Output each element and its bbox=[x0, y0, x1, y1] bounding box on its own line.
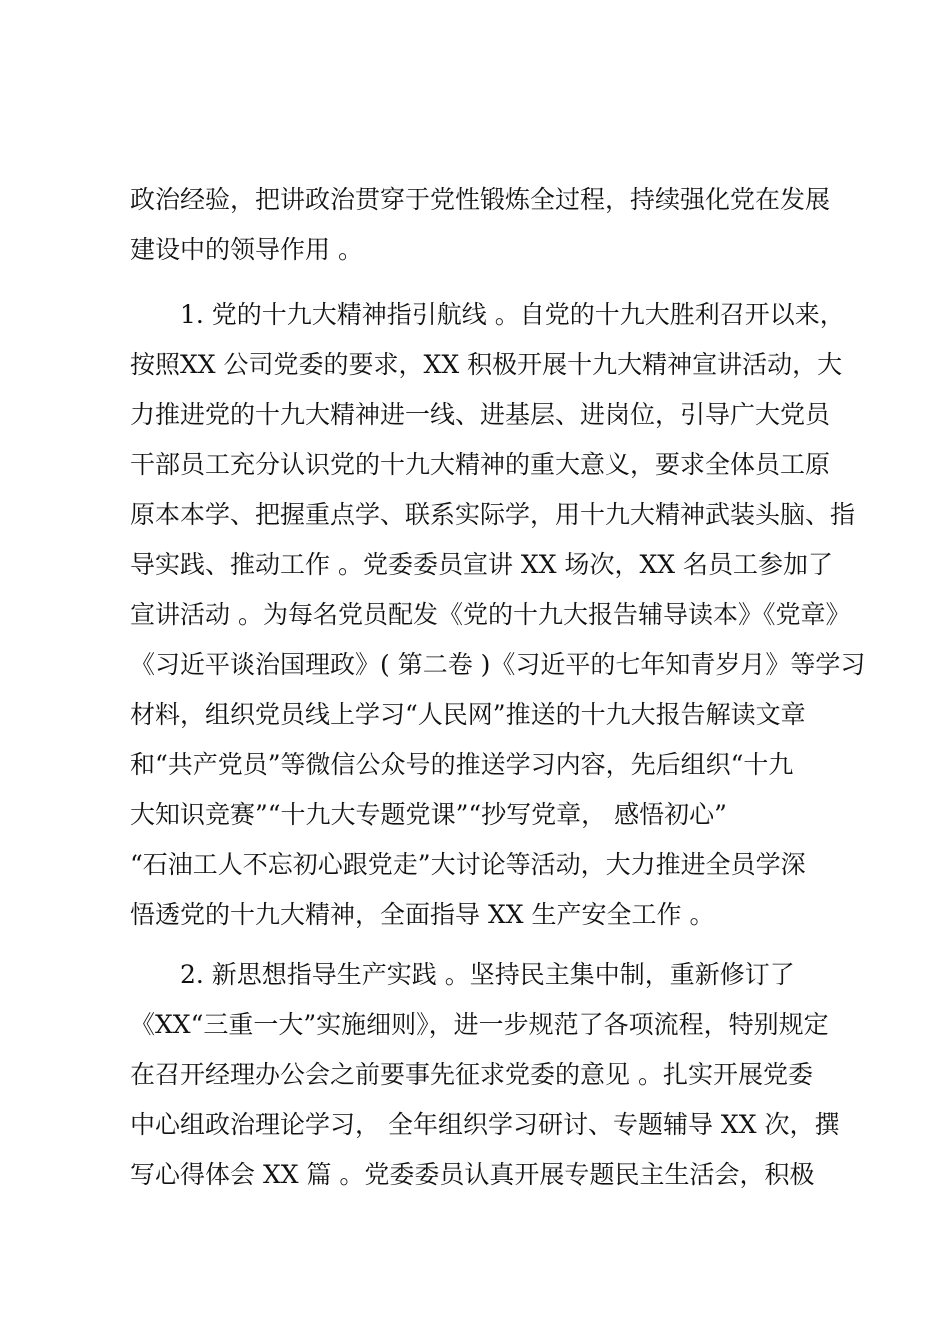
paragraph-line: 导实践、推动工作 。党委委员宣讲 XX 场次，XX 名员工参加了 bbox=[130, 550, 833, 579]
paragraph-line: 建设中的领导作用 。 bbox=[130, 235, 363, 264]
paragraph-line: 政治经验，把讲政治贯穿于党性锻炼全过程，持续强化党在发展 bbox=[130, 185, 831, 214]
section-2-heading-line: 2. 新思想指导生产实践 。坚持民主集中制，重新修订了 bbox=[180, 960, 795, 989]
paragraph-line: 悟透党的十九大精神，全面指导 XX 生产安全工作 。 bbox=[130, 900, 715, 929]
paragraph-line: 《XX“三重一大”实施细则》，进一步规范了各项流程，特别规定 bbox=[130, 1010, 829, 1039]
paragraph-line: 原本本学、把握重点学、联系实际学，用十九大精神武装头脑、指 bbox=[130, 500, 856, 529]
paragraph-line: 和“共产党员”等微信公众号的推送学习内容，先后组织“十九 bbox=[130, 750, 794, 779]
paragraph-line: 力推进党的十九大精神进一线、进基层、进岗位，引导广大党员 bbox=[130, 400, 831, 429]
paragraph-line: 大知识竞赛”“十九大专题党课”“抄写党章， 感悟初心” bbox=[130, 800, 727, 829]
paragraph-line: 《习近平谈治国理政》( 第二卷 )《习近平的七年知青岁月》等学习 bbox=[130, 650, 866, 679]
paragraph-line: 按照XX 公司党委的要求，XX 积极开展十九大精神宣讲活动，大 bbox=[130, 350, 843, 379]
paragraph-line: “石油工人不忘初心跟党走”大讨论等活动，大力推进全员学深 bbox=[130, 850, 806, 879]
paragraph-line: 干部员工充分认识党的十九大精神的重大意义，要求全体员工原 bbox=[130, 450, 831, 479]
paragraph-line: 在召开经理办公会之前要事先征求党委的意见 。扎实开展党委 bbox=[130, 1060, 813, 1089]
paragraph-line: 宣讲活动 。为每名党员配发《党的十九大报告辅导读本》《党章》 bbox=[130, 600, 851, 629]
paragraph-line: 中心组政治理论学习， 全年组织学习研讨、专题辅导 XX 次，撰 bbox=[130, 1110, 840, 1139]
paragraph-line: 材料，组织党员线上学习“人民网”推送的十九大报告解读文章 bbox=[130, 700, 806, 729]
section-1-heading-line: 1. 党的十九大精神指引航线 。自党的十九大胜利召开以来， bbox=[180, 300, 845, 329]
paragraph-line: 写心得体会 XX 篇 。党委委员认真开展专题民主生活会，积极 bbox=[130, 1160, 815, 1189]
